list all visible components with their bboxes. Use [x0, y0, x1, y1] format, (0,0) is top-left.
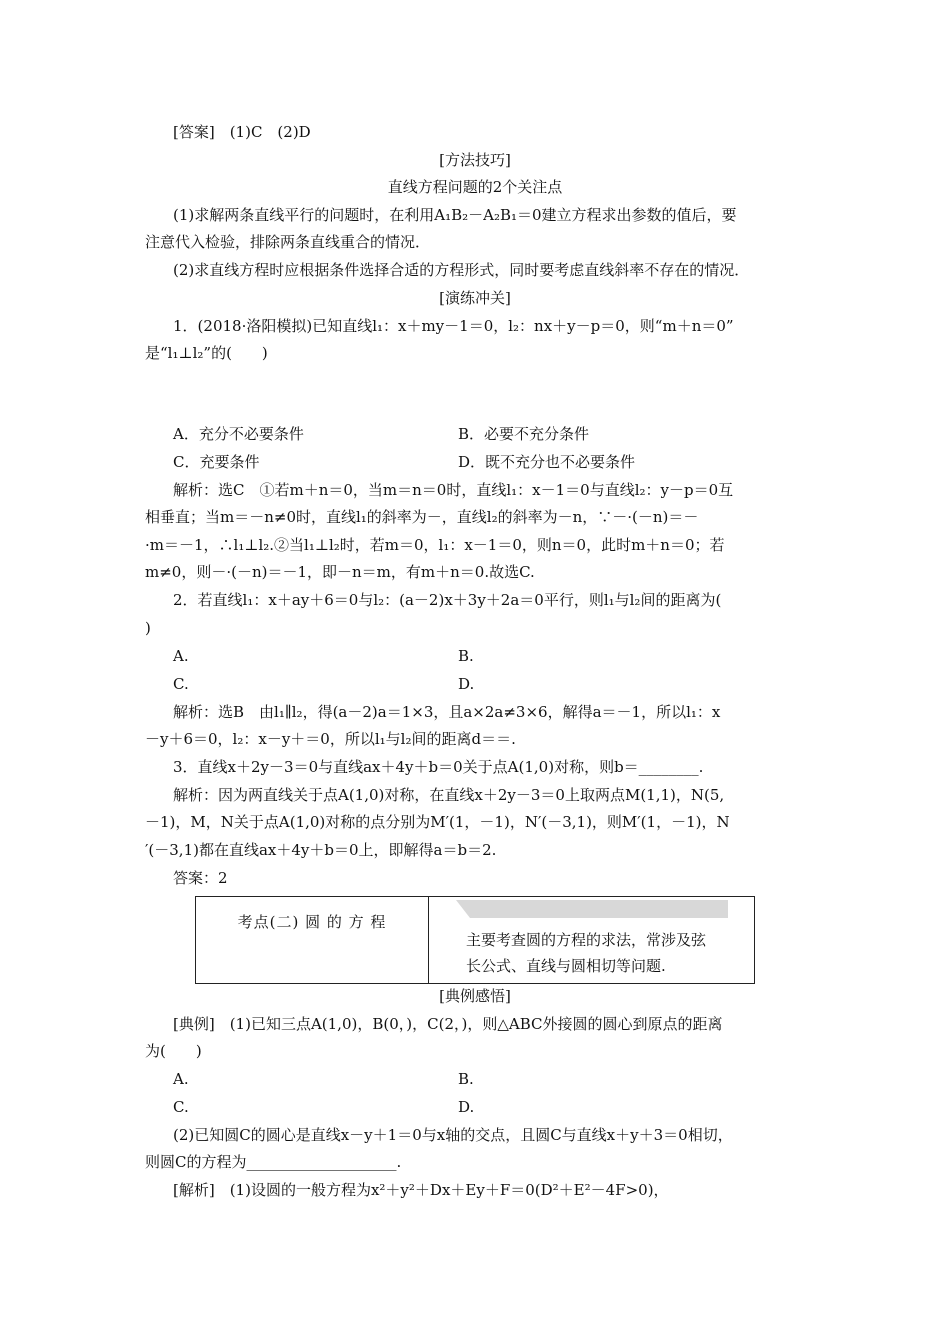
solution-line: 解析：选B 由l₁∥l₂，得(a－2)a＝1×3，且a×2a≠3×6，解得a＝－1，所以l₁：x	[173, 703, 721, 721]
option-a: A.	[173, 1070, 189, 1088]
option-c: C．充要条件	[173, 453, 260, 471]
solution-line: ′(－3,1)都在直线ax＋4y＋b＝0上，即解得a＝b＝2.	[145, 841, 497, 859]
example-question-2-cont: 则圆C的方程为____________________.	[145, 1153, 402, 1171]
option-b: B.	[458, 647, 474, 665]
section-heading-example: [典例感悟]	[439, 987, 511, 1005]
solution-line: 解析：选C ①若m＋n＝0，当m＝n＝0时，直线l₁：x－1＝0与直线l₂：y－p＝0互	[173, 481, 734, 499]
option-b: B.	[458, 1070, 474, 1088]
decorative-banner	[456, 900, 728, 918]
analysis-line: [解析] (1)设圆的一般方程为x²＋y²＋Dx＋Ey＋F＝0(D²＋E²－4F>0)，	[173, 1181, 669, 1199]
question-2: 2．若直线l₁：x＋ay＋6＝0与l₂：(a－2)x＋3y＋2a＝0平行，则l₁与l₂间的距离为(	[173, 591, 722, 609]
solution-line: ·m＝－1，∴l₁⊥l₂.②当l₁⊥l₂时，若m＝0，l₁：x－1＝0，则n＝0，此时m＋n＝0；若	[145, 536, 725, 554]
option-a: A.	[173, 647, 189, 665]
question-3: 3．直线x＋2y－3＝0与直线ax＋4y＋b＝0关于点A(1,0)对称，则b＝________.	[173, 758, 704, 776]
answer-line: [答案] (1)C (2)D	[173, 123, 311, 141]
solution-line: m≠0，则－·(－n)＝－1，即－n＝m，有m＋n＝0.故选C.	[145, 563, 535, 581]
subheading-two-points: 直线方程问题的2个关注点	[387, 178, 563, 196]
paragraph-line: 注意代入检验，排除两条直线重合的情况．	[145, 233, 431, 251]
section-heading-method: [方法技巧]	[439, 151, 511, 169]
solution-line: －y＋6＝0，l₂：x－y＋＝0，所以l₁与l₂间的距离d＝＝.	[145, 730, 516, 748]
answer-line: 答案：2	[173, 869, 228, 887]
paragraph-line: (2)求直线方程时应根据条件选择合适的方程形式，同时要考虑直线斜率不存在的情况．	[173, 261, 750, 279]
option-c: C.	[173, 1098, 189, 1116]
example-question-2: (2)已知圆C的圆心是直线x－y＋1＝0与x轴的交点，且圆C与直线x＋y＋3＝0相切，	[173, 1126, 733, 1144]
option-d: D．既不充分也不必要条件	[458, 453, 636, 471]
topic-description: 主要考查圆的方程的求法，常涉及弦	[466, 931, 707, 949]
question-2-cont: )	[145, 619, 151, 637]
solution-line: －1)，M，N关于点A(1,0)对称的点分别为M′(1，－1)，N′(－3,1)，则M′(1，－1)，N	[145, 813, 730, 831]
section-heading-practice: [演练冲关]	[439, 289, 511, 307]
paragraph-line: (1)求解两条直线平行的问题时，在利用A₁B₂－A₂B₁＝0建立方程求出参数的值后，要	[173, 206, 737, 224]
topic-title: 考点(二) 圆 的 方 程	[237, 913, 387, 931]
topic-description: 长公式、直线与圆相切等问题.	[466, 957, 666, 975]
option-d: D.	[458, 675, 475, 693]
question-1-cont: 是“l₁⊥l₂”的( )	[145, 344, 268, 362]
topic-box	[195, 896, 755, 984]
solution-line: 相垂直；当m＝－n≠0时，直线l₁的斜率为－，直线l₂的斜率为－n，∵－·(－n)＝－	[145, 508, 699, 526]
option-a: A．充分不必要条件	[173, 425, 304, 443]
example-question-1: [典例] (1)已知三点A(1,0)，B(0，)，C(2，)，则△ABC外接圆的圆心到原点的距离	[173, 1015, 723, 1033]
option-b: B．必要不充分条件	[458, 425, 590, 443]
solution-line: 解析：因为两直线关于点A(1,0)对称，在直线x＋2y－3＝0上取两点M(1,1)，N(5,	[173, 786, 725, 804]
example-question-1-cont: 为( )	[145, 1042, 202, 1060]
option-c: C.	[173, 675, 189, 693]
option-d: D.	[458, 1098, 475, 1116]
question-1: 1．(2018·洛阳模拟)已知直线l₁：x＋my－1＝0，l₂：nx＋y－p＝0，则“m＋n＝0”	[173, 317, 734, 335]
topic-box-divider	[428, 897, 429, 983]
